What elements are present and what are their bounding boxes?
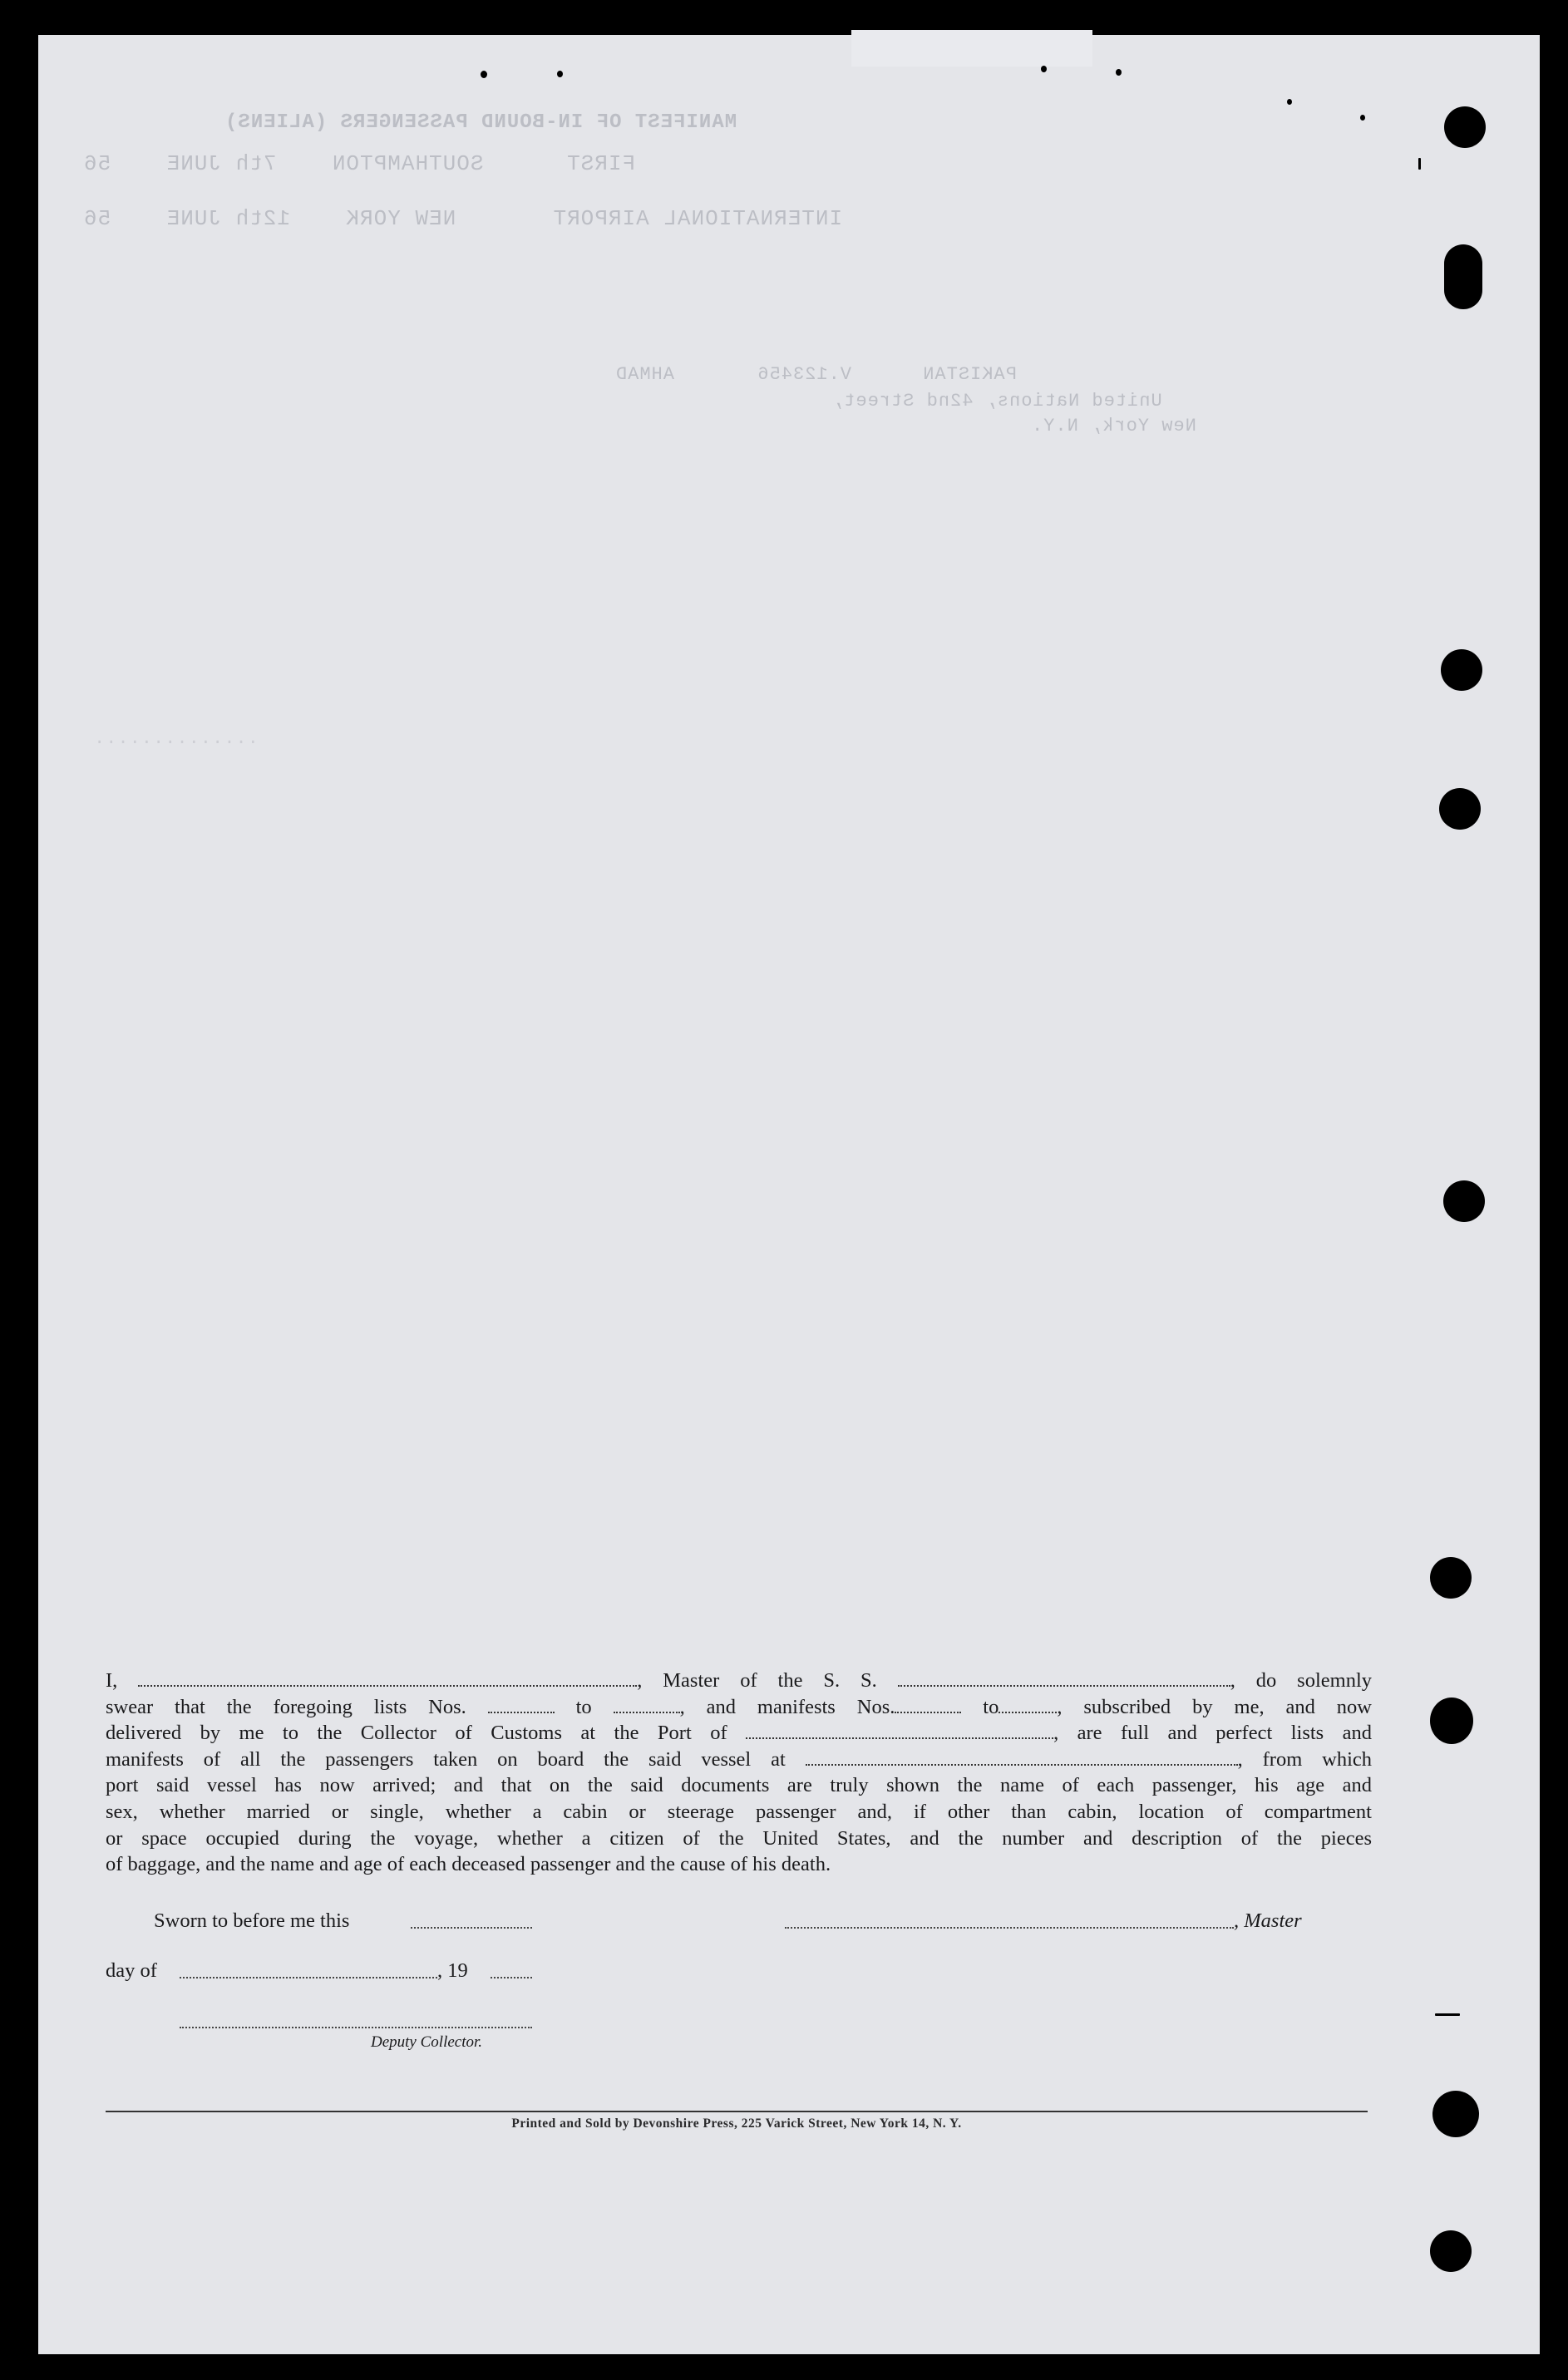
master-signature-label: [1234, 1909, 1302, 1933]
ink-speck: [1418, 158, 1421, 170]
blank-master-name[interactable]: [138, 1670, 637, 1687]
oath-line: [106, 1747, 1372, 1773]
oath-line: [106, 1668, 1372, 1694]
bleed-through-line: United Nations, 42nd Street,: [831, 391, 1162, 411]
ink-speck: [557, 71, 563, 77]
punch-hole: [1432, 2091, 1479, 2137]
oath-text: delivered by me to the Collector of Customs at the Port of: [106, 1722, 727, 1745]
oath-text: , are full and perfect lists and: [1053, 1722, 1373, 1745]
deputy-collector-label: Deputy Collector.: [371, 2033, 483, 2051]
blank-vessel-name[interactable]: [898, 1670, 1230, 1687]
blank-list-from[interactable]: [488, 1697, 555, 1713]
ink-speck: [1287, 99, 1292, 105]
bleed-through-title: MANIFEST OF IN-BOUND PASSENGERS (ALIENS): [224, 111, 737, 134]
oath-line: [106, 1720, 1372, 1747]
oath-text: swear that the foregoing lists Nos.: [106, 1695, 466, 1718]
year-text: , 19: [437, 1959, 468, 1982]
oath-text: to: [575, 1695, 592, 1718]
tape-strip: [851, 30, 1092, 67]
day-of-label: [106, 1959, 157, 1983]
oath-line: of baggage, and the name and age of each deceased passenger and the cause of his death.: [106, 1853, 831, 1876]
blank-sworn-date[interactable]: [411, 1927, 532, 1929]
ink-speck: [1041, 66, 1047, 72]
oath-line: or space occupied during the voyage, whether a citizen of the United States, and the number and description of the pieces: [106, 1826, 1372, 1850]
blank-deputy-signature[interactable]: [180, 2027, 532, 2028]
punch-hole: [1441, 649, 1482, 691]
blank-day-of[interactable]: [180, 1977, 437, 1978]
punch-hole: [1443, 1180, 1485, 1222]
ink-speck: [1116, 69, 1122, 76]
ink-speck: [1435, 2013, 1460, 2016]
oath-line: sex, whether married or single, whether a cabin or steerage passenger and, if other than cabin, location of compartment: [106, 1800, 1372, 1823]
bleed-through-line: PAKISTAN V.123456 AHMAD: [615, 364, 1017, 385]
punch-hole: [1439, 788, 1481, 830]
oath-text: to: [983, 1695, 999, 1718]
oath-text: , and manifests Nos.: [679, 1695, 895, 1718]
bleed-through-line: INTERNATIONAL AIRPORT NEW YORK 12th JUNE 56: [83, 206, 843, 231]
printer-imprint: Printed and Sold by Devonshire Press, 225 Varick Street, New York 14, N. Y.: [511, 2116, 962, 2131]
punch-hole: [1444, 106, 1486, 148]
punch-hole: [1430, 1698, 1473, 1744]
punch-hole: [1430, 1557, 1472, 1599]
punch-hole: [1444, 244, 1482, 309]
oath-text: , from which: [1237, 1747, 1373, 1771]
blank-manifest-to[interactable]: [998, 1697, 1057, 1713]
oath-text: manifests of all the passengers taken on board the said vessel at: [106, 1747, 786, 1771]
oath-line: port said vessel has now arrived; and that on the said documents are truly shown the name of each passenger, his age and: [106, 1774, 1372, 1797]
blank-list-to[interactable]: [614, 1697, 680, 1713]
oath-line: [106, 1694, 1372, 1721]
sworn-text: Sworn to before me this: [154, 1909, 350, 1932]
blank-embark-port[interactable]: [806, 1749, 1238, 1766]
bleed-through-mark: ..............: [93, 728, 259, 749]
day-of-text: day of: [106, 1959, 157, 1982]
year-label: [437, 1959, 468, 1983]
oath-text: , subscribed by me, and now: [1057, 1695, 1372, 1718]
blank-master-signature[interactable]: [785, 1927, 1234, 1929]
oath-text: I,: [106, 1669, 118, 1692]
bleed-through-line: FIRST SOUTHAMPTON 7th JUNE 56: [83, 151, 636, 176]
blank-manifest-from[interactable]: [895, 1697, 961, 1713]
ink-speck: [481, 71, 487, 78]
bleed-through-line: New York, N.Y.: [1031, 416, 1196, 436]
oath-text: , Master of the S. S.: [637, 1669, 877, 1692]
footer-rule: [106, 2111, 1368, 2112]
punch-hole: [1430, 2230, 1472, 2272]
ink-speck: [1360, 115, 1365, 121]
master-label: , Master: [1234, 1909, 1302, 1932]
oath-text: , do solemnly: [1230, 1669, 1373, 1692]
blank-port[interactable]: [746, 1722, 1053, 1739]
sworn-label: [154, 1909, 349, 1933]
oath-paragraph: [106, 1668, 1372, 1878]
blank-year[interactable]: [491, 1977, 532, 1978]
